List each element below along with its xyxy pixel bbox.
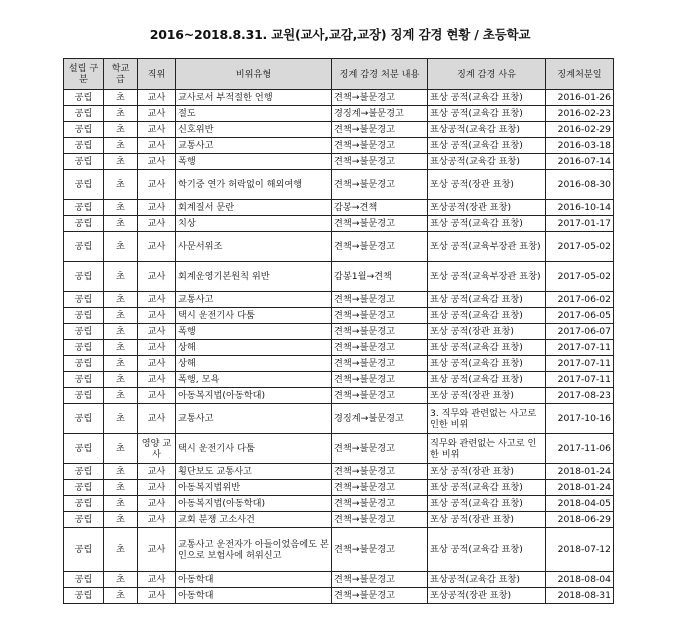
table-row (64, 324, 614, 340)
table-row (64, 388, 614, 404)
cell-reduction-action: 견책→불문경고 (332, 434, 428, 464)
cell-reduction-action: 견책→불문경고 (332, 216, 428, 232)
cell-school-level: 초 (104, 496, 138, 512)
header-misconduct-type: 비위유형 (176, 59, 332, 90)
cell-reduction-action: 견책→불문경고 (332, 154, 428, 170)
cell-school-level: 초 (104, 372, 138, 388)
cell-establishment: 공립 (64, 480, 104, 496)
cell-position: 교사 (138, 262, 176, 292)
table-row (64, 340, 614, 356)
table-row (64, 480, 614, 496)
table-row (64, 154, 614, 170)
cell-reduction-action: 견책→불문경고 (332, 572, 428, 588)
header-disposition-date: 징계처분일 (546, 59, 614, 90)
cell-misconduct-type: 아동복지법(아동학대) (176, 388, 332, 404)
cell-reduction-reason: 포상 공적(장관 표창) (428, 512, 546, 528)
cell-disposition-date: 2018-07-12 (546, 528, 614, 572)
cell-establishment: 공립 (64, 232, 104, 262)
cell-reduction-reason: 표상 공적(교육감 표창) (428, 308, 546, 324)
table-row (64, 372, 614, 388)
cell-reduction-action: 견책→불문경고 (332, 388, 428, 404)
cell-reduction-action: 견책→불문경고 (332, 122, 428, 138)
cell-reduction-reason: 포상 공적(장관 표창) (428, 388, 546, 404)
cell-reduction-action: 견책→불문경고 (332, 512, 428, 528)
cell-establishment: 공립 (64, 308, 104, 324)
cell-misconduct-type: 아동복지법(아동학대) (176, 496, 332, 512)
cell-position: 교사 (138, 122, 176, 138)
cell-disposition-date: 2016-10-14 (546, 200, 614, 216)
table-header-row (64, 59, 614, 90)
cell-school-level: 초 (104, 434, 138, 464)
cell-misconduct-type: 회계운영기본원칙 위반 (176, 262, 332, 292)
cell-reduction-reason: 표상 공적(교육감 표창) (428, 216, 546, 232)
cell-misconduct-type: 신호위반 (176, 122, 332, 138)
cell-school-level: 초 (104, 480, 138, 496)
cell-reduction-action: 견책→불문경고 (332, 138, 428, 154)
cell-establishment: 공립 (64, 90, 104, 106)
table-row (64, 588, 614, 604)
table-row (64, 464, 614, 480)
cell-reduction-reason: 표상 공적(교육감 표창) (428, 496, 546, 512)
cell-reduction-reason: 포상 공적(교육부장관 표창) (428, 232, 546, 262)
cell-position: 교사 (138, 528, 176, 572)
header-position: 직위 (138, 59, 176, 90)
cell-position: 교사 (138, 464, 176, 480)
cell-school-level: 초 (104, 572, 138, 588)
cell-position: 교사 (138, 572, 176, 588)
cell-disposition-date: 2017-07-11 (546, 356, 614, 372)
cell-school-level: 초 (104, 340, 138, 356)
table-row (64, 200, 614, 216)
cell-position: 교사 (138, 90, 176, 106)
cell-position: 교사 (138, 512, 176, 528)
cell-establishment: 공립 (64, 434, 104, 464)
cell-school-level: 초 (104, 106, 138, 122)
table-row (64, 232, 614, 262)
cell-misconduct-type: 상해 (176, 356, 332, 372)
cell-school-level: 초 (104, 588, 138, 604)
cell-school-level: 초 (104, 154, 138, 170)
table-row (64, 512, 614, 528)
cell-school-level: 초 (104, 356, 138, 372)
cell-establishment: 공립 (64, 216, 104, 232)
cell-school-level: 초 (104, 122, 138, 138)
cell-establishment: 공립 (64, 200, 104, 216)
cell-misconduct-type: 교통사고 운전자가 아들이었음에도 본인으로 보험사에 허위신고 (176, 528, 332, 572)
cell-reduction-action: 경징계→불문경고 (332, 404, 428, 434)
cell-establishment: 공립 (64, 572, 104, 588)
cell-misconduct-type: 교사로서 부적절한 언행 (176, 90, 332, 106)
cell-misconduct-type: 아동복지법위반 (176, 480, 332, 496)
cell-disposition-date: 2018-08-31 (546, 588, 614, 604)
cell-establishment: 공립 (64, 170, 104, 200)
cell-reduction-reason: 포상공적(장관 표창) (428, 200, 546, 216)
cell-establishment: 공립 (64, 106, 104, 122)
cell-establishment: 공립 (64, 292, 104, 308)
cell-school-level: 초 (104, 464, 138, 480)
cell-establishment: 공립 (64, 528, 104, 572)
cell-reduction-action: 견책→불문경고 (332, 308, 428, 324)
cell-disposition-date: 2017-06-02 (546, 292, 614, 308)
cell-disposition-date: 2017-06-07 (546, 324, 614, 340)
cell-establishment: 공립 (64, 138, 104, 154)
cell-school-level: 초 (104, 262, 138, 292)
cell-position: 교사 (138, 388, 176, 404)
cell-disposition-date: 2017-06-05 (546, 308, 614, 324)
cell-reduction-action: 견책→불문경고 (332, 528, 428, 572)
cell-reduction-action: 견책→불문경고 (332, 232, 428, 262)
cell-school-level: 초 (104, 404, 138, 434)
table-row (64, 356, 614, 372)
cell-disposition-date: 2016-03-18 (546, 138, 614, 154)
cell-school-level: 초 (104, 170, 138, 200)
cell-reduction-reason: 표상 공적(교육감 표창) (428, 138, 546, 154)
cell-reduction-reason: 표상 공적(교육감 표창) (428, 340, 546, 356)
cell-reduction-action: 견책→불문경고 (332, 292, 428, 308)
cell-position: 교사 (138, 308, 176, 324)
cell-reduction-reason: 포상 공적(교육부장관 표창) (428, 262, 546, 292)
cell-misconduct-type: 회계질서 문란 (176, 200, 332, 216)
cell-position: 교사 (138, 324, 176, 340)
cell-position: 교사 (138, 356, 176, 372)
table-row (64, 528, 614, 572)
cell-misconduct-type: 상해 (176, 340, 332, 356)
table-row (64, 138, 614, 154)
cell-disposition-date: 2017-01-17 (546, 216, 614, 232)
cell-establishment: 공립 (64, 324, 104, 340)
cell-reduction-action: 견책→불문경고 (332, 464, 428, 480)
cell-school-level: 초 (104, 512, 138, 528)
cell-reduction-reason: 포상 공적(장관 표창) (428, 464, 546, 480)
cell-establishment: 공립 (64, 588, 104, 604)
cell-reduction-action: 견책→불문경고 (332, 324, 428, 340)
cell-position: 교사 (138, 496, 176, 512)
cell-misconduct-type: 교회 분쟁 고소사건 (176, 512, 332, 528)
cell-reduction-reason: 표상 공적(교육감 표창) (428, 90, 546, 106)
cell-position: 교사 (138, 340, 176, 356)
table-row (64, 404, 614, 434)
cell-position: 교사 (138, 200, 176, 216)
cell-school-level: 초 (104, 528, 138, 572)
cell-disposition-date: 2018-01-24 (546, 480, 614, 496)
cell-reduction-reason: 표상공적(교육감 표창) (428, 154, 546, 170)
cell-position: 교사 (138, 106, 176, 122)
cell-school-level: 초 (104, 200, 138, 216)
cell-reduction-action: 견책→불문경고 (332, 356, 428, 372)
table-row (64, 496, 614, 512)
cell-disposition-date: 2017-10-16 (546, 404, 614, 434)
cell-reduction-action: 견책→불문경고 (332, 588, 428, 604)
header-establishment: 설립 구분 (64, 59, 104, 90)
table-row (64, 216, 614, 232)
cell-disposition-date: 2017-05-02 (546, 262, 614, 292)
cell-reduction-action: 경징계→불문경고 (332, 106, 428, 122)
cell-reduction-reason: 표상 공적(교육감 표창) (428, 292, 546, 308)
cell-establishment: 공립 (64, 154, 104, 170)
cell-position: 교사 (138, 480, 176, 496)
cell-disposition-date: 2017-07-11 (546, 372, 614, 388)
cell-establishment: 공립 (64, 404, 104, 434)
cell-position: 교사 (138, 170, 176, 200)
table-body (64, 90, 614, 604)
cell-establishment: 공립 (64, 262, 104, 292)
table-row (64, 170, 614, 200)
cell-establishment: 공립 (64, 388, 104, 404)
cell-position: 교사 (138, 216, 176, 232)
cell-misconduct-type: 아동학대 (176, 588, 332, 604)
cell-reduction-action: 견책→불문경고 (332, 90, 428, 106)
cell-disposition-date: 2018-04-05 (546, 496, 614, 512)
table-row (64, 122, 614, 138)
header-school-level: 학교 급 (104, 59, 138, 90)
table-row (64, 90, 614, 106)
table-row (64, 572, 614, 588)
cell-reduction-reason: 표상공적(교육감 표창) (428, 572, 546, 588)
cell-school-level: 초 (104, 324, 138, 340)
cell-reduction-reason: 포상 공적(장관 표창) (428, 324, 546, 340)
header-reduction-action: 징계 감경 처분 내용 (332, 59, 428, 90)
cell-reduction-reason: 표상 공적(교육감 표창) (428, 528, 546, 572)
cell-disposition-date: 2016-02-23 (546, 106, 614, 122)
cell-reduction-reason: 표상 공적(교육감 표창) (428, 106, 546, 122)
cell-reduction-reason: 포상 공적(장관 표창) (428, 170, 546, 200)
cell-reduction-action: 견책→불문경고 (332, 496, 428, 512)
cell-misconduct-type: 교통사고 (176, 138, 332, 154)
cell-reduction-action: 감봉→견책 (332, 200, 428, 216)
cell-disposition-date: 2018-01-24 (546, 464, 614, 480)
cell-establishment: 공립 (64, 372, 104, 388)
cell-reduction-action: 견책→불문경고 (332, 372, 428, 388)
cell-establishment: 공립 (64, 464, 104, 480)
cell-misconduct-type: 폭행, 모욕 (176, 372, 332, 388)
header-reduction-reason: 징계 감경 사유 (428, 59, 546, 90)
cell-disposition-date: 2017-07-11 (546, 340, 614, 356)
cell-establishment: 공립 (64, 512, 104, 528)
cell-misconduct-type: 택시 운전기사 다툼 (176, 308, 332, 324)
cell-reduction-reason: 3. 직무와 관련없는 사고로 인한 비위 (428, 404, 546, 434)
table-row (64, 308, 614, 324)
cell-misconduct-type: 아동학대 (176, 572, 332, 588)
cell-reduction-action: 감봉1월→견책 (332, 262, 428, 292)
cell-establishment: 공립 (64, 122, 104, 138)
cell-school-level: 초 (104, 308, 138, 324)
cell-establishment: 공립 (64, 356, 104, 372)
cell-position: 교사 (138, 588, 176, 604)
cell-misconduct-type: 폭행 (176, 324, 332, 340)
cell-position: 교사 (138, 372, 176, 388)
cell-disposition-date: 2018-06-29 (546, 512, 614, 528)
cell-school-level: 초 (104, 216, 138, 232)
cell-disposition-date: 2017-08-23 (546, 388, 614, 404)
cell-reduction-reason: 직무와 관련없는 사고로 인한 비위 (428, 434, 546, 464)
cell-reduction-action: 견책→불문경고 (332, 340, 428, 356)
cell-misconduct-type: 학기중 연가 허락없이 해외여행 (176, 170, 332, 200)
cell-disposition-date: 2017-05-02 (546, 232, 614, 262)
cell-misconduct-type: 폭행 (176, 154, 332, 170)
table-row (64, 106, 614, 122)
cell-reduction-reason: 포상공적(장관 표창) (428, 588, 546, 604)
cell-misconduct-type: 교통사고 (176, 292, 332, 308)
cell-misconduct-type: 치상 (176, 216, 332, 232)
discipline-table (63, 58, 614, 604)
cell-school-level: 초 (104, 232, 138, 262)
table-row (64, 262, 614, 292)
cell-reduction-reason: 표상공적(교육감 표창) (428, 122, 546, 138)
cell-establishment: 공립 (64, 496, 104, 512)
cell-reduction-action: 견책→불문경고 (332, 480, 428, 496)
cell-misconduct-type: 사문서위조 (176, 232, 332, 262)
cell-disposition-date: 2016-01-26 (546, 90, 614, 106)
cell-disposition-date: 2017-11-06 (546, 434, 614, 464)
cell-misconduct-type: 교통사고 (176, 404, 332, 434)
cell-establishment: 공립 (64, 340, 104, 356)
cell-position: 교사 (138, 292, 176, 308)
cell-disposition-date: 2016-02-29 (546, 122, 614, 138)
cell-misconduct-type: 택시 운전기사 다툼 (176, 434, 332, 464)
cell-position: 영양 교사 (138, 434, 176, 464)
document-title: 2016~2018.8.31. 교원(교사,교감,교장) 징계 감경 현황 / 초등학교 (149, 27, 531, 42)
cell-position: 교사 (138, 404, 176, 434)
cell-school-level: 초 (104, 292, 138, 308)
cell-disposition-date: 2016-08-30 (546, 170, 614, 200)
cell-disposition-date: 2018-08-04 (546, 572, 614, 588)
cell-position: 교사 (138, 138, 176, 154)
cell-position: 교사 (138, 154, 176, 170)
cell-school-level: 초 (104, 90, 138, 106)
cell-school-level: 초 (104, 138, 138, 154)
cell-reduction-action: 견책→불문경고 (332, 170, 428, 200)
cell-misconduct-type: 절도 (176, 106, 332, 122)
cell-school-level: 초 (104, 388, 138, 404)
cell-misconduct-type: 횡단보도 교통사고 (176, 464, 332, 480)
table-row (64, 434, 614, 464)
cell-position: 교사 (138, 232, 176, 262)
cell-reduction-reason: 표상 공적(교육감 표창) (428, 356, 546, 372)
cell-reduction-reason: 표상 공적(교육감 표창) (428, 480, 546, 496)
cell-reduction-reason: 표상 공적(교육감 표창) (428, 372, 546, 388)
table-row (64, 292, 614, 308)
cell-disposition-date: 2016-07-14 (546, 154, 614, 170)
